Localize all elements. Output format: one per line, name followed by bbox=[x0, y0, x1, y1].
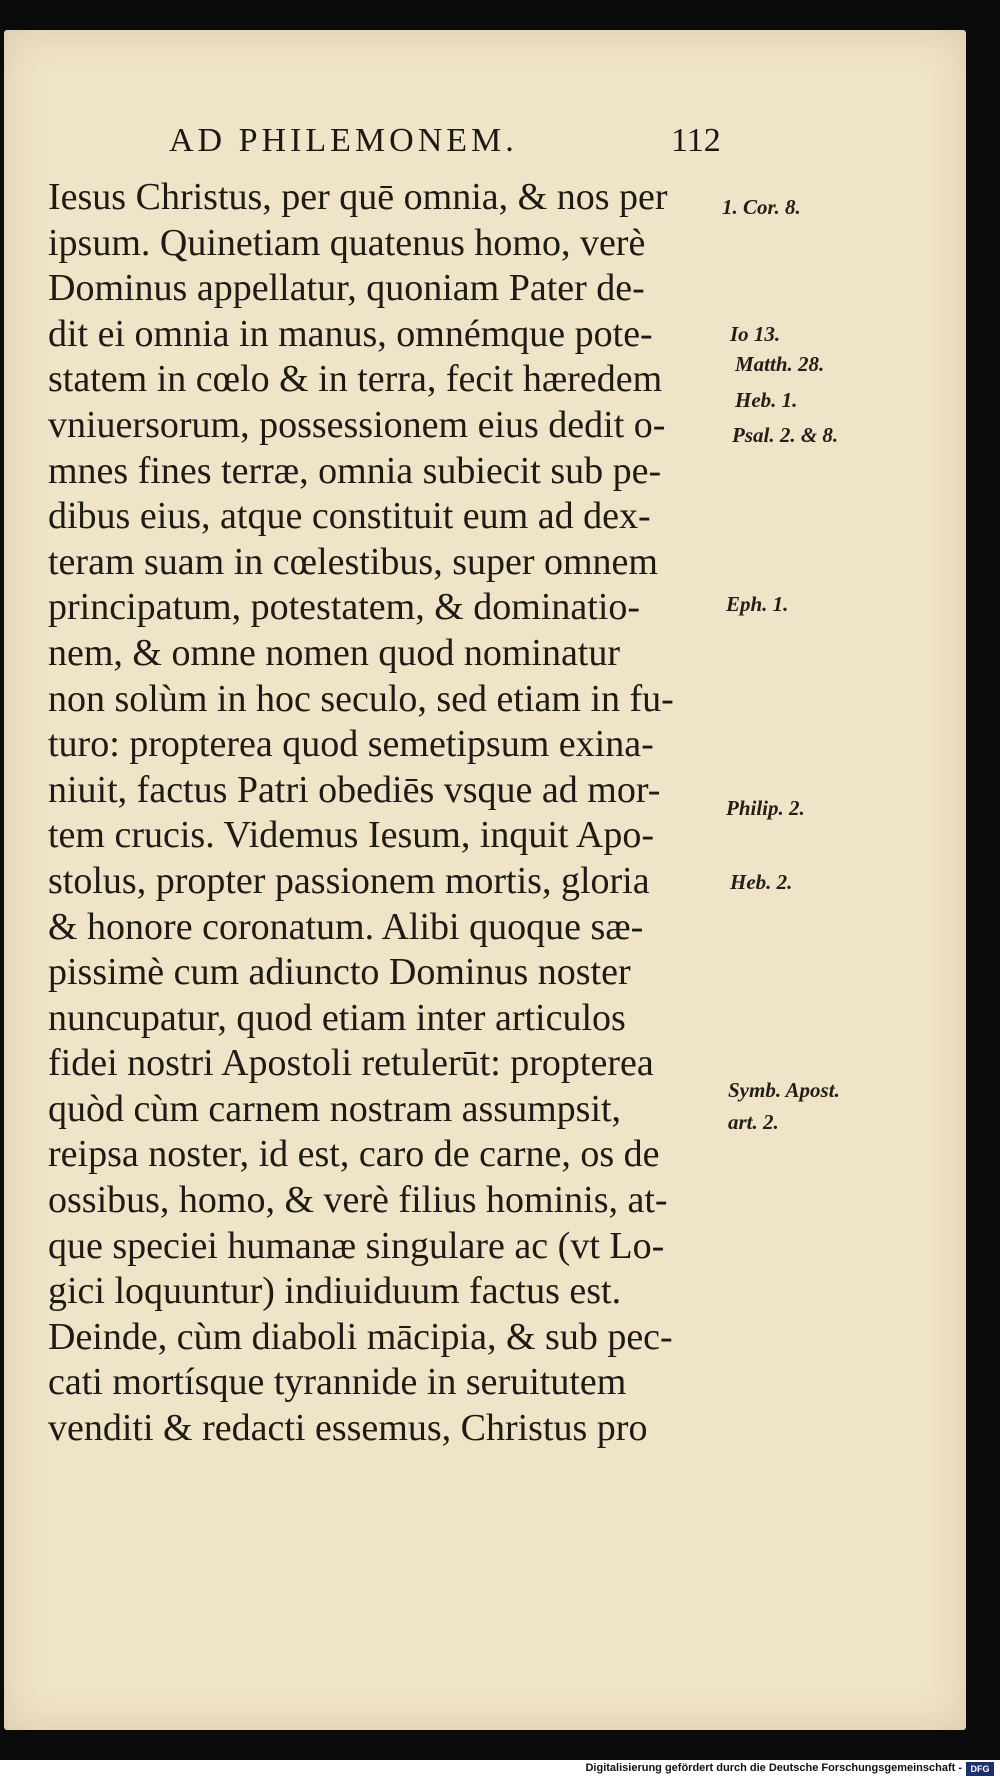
text-line: que speciei humanæ singulare ac (vt Lo- bbox=[48, 1224, 665, 1267]
marginal-note-matth28: Matth. 28. bbox=[735, 352, 825, 376]
text-line: mnes fines terræ, omnia subiecit sub pe- bbox=[48, 449, 662, 492]
text-line: nuncupatur, quod etiam inter articulos bbox=[48, 996, 626, 1039]
text-line: dit ei omnia in manus, omnémque pote- bbox=[48, 312, 653, 355]
page-number: 112 bbox=[671, 122, 721, 159]
text-line: nem, & omne nomen quod nominatur bbox=[48, 631, 621, 674]
text-line: gici loquuntur) indiuiduum factus est. bbox=[48, 1270, 622, 1313]
text-line: turo: propterea quod semetipsum exina- bbox=[48, 723, 654, 766]
text-line: vniuersorum, possessionem eius dedit o- bbox=[48, 403, 666, 446]
text-line: cati mortísque tyrannide in seruitutem bbox=[48, 1361, 627, 1404]
marginal-note-psal: Psal. 2. & 8. bbox=[732, 423, 839, 447]
body-text bbox=[48, 175, 728, 1452]
funding-credit: Digitalisierung gefördert durch die Deutsche Forschungsgemeinschaft - bbox=[585, 1762, 962, 1774]
book-page bbox=[4, 30, 966, 1730]
text-line: principatum, potestatem, & dominatio- bbox=[48, 586, 641, 629]
text-line: quòd cùm carnem nostram assumpsit, bbox=[48, 1087, 622, 1130]
marginal-note-heb2: Heb. 2. bbox=[730, 870, 793, 894]
text-line: pissimè cum adiuncto Dominus noster bbox=[48, 951, 631, 994]
text-line: fidei nostri Apostoli retulerūt: propterea bbox=[48, 1042, 654, 1085]
text-line: teram suam in cœlestibus, super omnem bbox=[48, 540, 658, 583]
text-line: ossibus, homo, & verè filius hominis, at- bbox=[48, 1179, 668, 1222]
marginal-note-art2: art. 2. bbox=[728, 1110, 779, 1134]
text-line: ipsum. Quinetiam quatenus homo, verè bbox=[48, 221, 646, 264]
dfg-logo: DFG bbox=[966, 1762, 994, 1776]
text-line: & honore coronatum. Alibi quoque sæ- bbox=[48, 905, 644, 948]
text-line: statem in cœlo & in terra, fecit hæredem bbox=[48, 358, 663, 401]
text-line: Iesus Christus, per quē omnia, & nos per bbox=[48, 176, 668, 218]
running-header-title: AD PHILEMONEM. bbox=[169, 122, 518, 159]
marginal-note-io13: Io 13. bbox=[730, 322, 781, 346]
text-line: venditi & redacti essemus, Christus pro bbox=[48, 1407, 648, 1450]
text-line: stolus, propter passionem mortis, gloria bbox=[48, 859, 650, 902]
marginal-note-symb-apost: Symb. Apost. bbox=[728, 1078, 840, 1102]
text-line: tem crucis. Videmus Iesum, inquit Apo- bbox=[48, 814, 654, 857]
text-line: non solùm in hoc seculo, sed etiam in fu- bbox=[48, 677, 674, 720]
marginal-note-1cor8: 1. Cor. 8. bbox=[722, 195, 801, 219]
text-line: dibus eius, atque constituit eum ad dex- bbox=[48, 495, 651, 538]
text-line: Dominus appellatur, quoniam Pater de- bbox=[48, 267, 645, 310]
marginal-note-heb1: Heb. 1. bbox=[735, 388, 798, 412]
text-line: Deinde, cùm diaboli mācipia, & sub pec- bbox=[48, 1315, 673, 1358]
marginal-note-eph1: Eph. 1. bbox=[726, 592, 789, 616]
marginal-note-philip2: Philip. 2. bbox=[726, 796, 805, 820]
text-line: niuit, factus Patri obediēs vsque ad mor- bbox=[48, 768, 661, 811]
text-line: reipsa noster, id est, caro de carne, os de bbox=[48, 1133, 660, 1176]
